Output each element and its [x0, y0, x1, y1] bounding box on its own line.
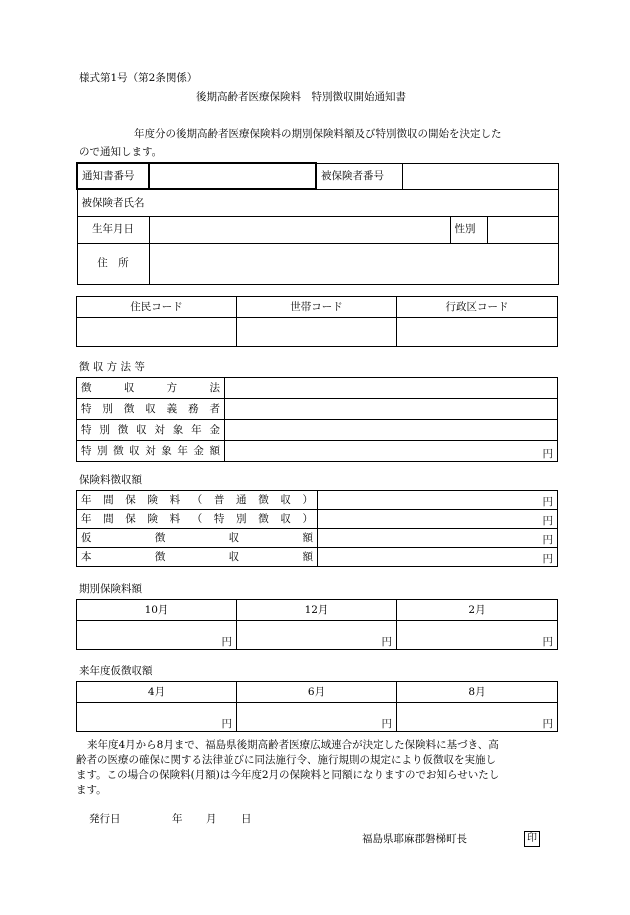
issue-date-label: 発行日	[89, 813, 121, 825]
main-collection-field[interactable]	[318, 548, 558, 567]
target-pension-field[interactable]	[225, 420, 558, 441]
issue-day-label: 日	[241, 813, 252, 825]
code-table	[76, 296, 558, 347]
birthdate-label: 生年月日	[77, 216, 149, 243]
issue-month-label: 月	[206, 813, 217, 825]
amount-jun-field[interactable]	[237, 703, 397, 732]
gender-field[interactable]	[487, 216, 558, 243]
target-pension-label: 特別徴収対象年金	[77, 420, 225, 441]
next-year-section-label: 来年度仮徴収額	[79, 665, 153, 677]
intro-line-2: ので通知します。	[79, 146, 163, 158]
annual-premium-special-label: 年間保険料（特別徴収）	[77, 510, 318, 529]
insured-name-row	[77, 189, 558, 216]
address-field[interactable]	[149, 243, 558, 284]
yen-unit: 円	[221, 635, 232, 648]
target-pension-amount-label: 特別徴収対象年金額	[77, 441, 225, 462]
gender-label: 性別	[450, 216, 487, 243]
notice-line-4: ます。	[76, 784, 107, 796]
yen-unit: 円	[542, 717, 553, 730]
premium-section-label: 保険料徴収額	[79, 474, 142, 486]
district-code-header: 行政区コード	[397, 297, 558, 318]
notice-line-1: 来年度4月から8月まで、福島県後期高齢者医療広域連合が決定した保険料に基づき、高	[87, 739, 499, 751]
resident-code-field[interactable]	[77, 318, 237, 347]
periodic-table	[76, 599, 558, 650]
month-header-dec: 12月	[237, 600, 397, 621]
month-header-jun: 6月	[237, 682, 397, 703]
amount-dec-field[interactable]	[237, 621, 397, 650]
collection-method-field[interactable]	[225, 378, 558, 399]
amount-oct-field[interactable]	[77, 621, 237, 650]
month-header-aug: 8月	[397, 682, 558, 703]
next-year-table	[76, 681, 558, 732]
notice-line-2: 齢者の医療の確保に関する法律並びに同法施行令、施行規則の規定により仮徴収を実施し	[76, 754, 496, 766]
month-header-feb: 2月	[397, 600, 558, 621]
seal-mark: 印	[524, 831, 540, 847]
collection-method-section-label: 徴 収 方 法 等	[79, 361, 145, 373]
amount-feb-field[interactable]	[397, 621, 558, 650]
main-collection-label: 本徴収額	[77, 548, 318, 567]
insured-number-label: 被保険者番号	[316, 163, 402, 189]
household-code-header: 世帯コード	[237, 297, 397, 318]
collection-method-table	[76, 377, 558, 462]
resident-code-header: 住民コード	[77, 297, 237, 318]
yen-unit: 円	[381, 635, 392, 648]
amount-aug-field[interactable]	[397, 703, 558, 732]
birthdate-field[interactable]	[149, 216, 450, 243]
page-title: 後期高齢者医療保険料 特別徴収開始通知書	[196, 91, 406, 103]
month-header-apr: 4月	[77, 682, 237, 703]
address-label: 住 所	[77, 243, 149, 284]
yen-unit: 円	[542, 635, 553, 648]
insured-name-label: 被保険者氏名	[81, 196, 145, 209]
annual-premium-regular-field[interactable]	[318, 491, 558, 510]
household-code-field[interactable]	[237, 318, 397, 347]
provisional-collection-label: 仮徴収額	[77, 529, 318, 548]
collection-method-label: 徴収方法	[77, 378, 225, 399]
yen-unit: 円	[542, 447, 553, 460]
district-code-field[interactable]	[397, 318, 558, 347]
yen-unit: 円	[542, 495, 553, 508]
annual-premium-regular-label: 年間保険料（普通徴収）	[77, 491, 318, 510]
issue-year-label: 年	[172, 813, 183, 825]
annual-premium-special-field[interactable]	[318, 510, 558, 529]
info-table	[76, 162, 559, 285]
premium-table	[76, 490, 558, 567]
special-collector-label: 特別徴収義務者	[77, 399, 225, 420]
notice-number-label: 通知書番号	[77, 163, 149, 189]
special-collector-field[interactable]	[225, 399, 558, 420]
yen-unit: 円	[542, 533, 553, 546]
provisional-collection-field[interactable]	[318, 529, 558, 548]
yen-unit: 円	[221, 717, 232, 730]
periodic-section-label: 期別保険料額	[79, 583, 142, 595]
intro-line-1: 年度分の後期高齢者医療保険料の期別保険料額及び特別徴収の開始を決定した	[134, 128, 502, 140]
yen-unit: 円	[381, 717, 392, 730]
yen-unit: 円	[542, 552, 553, 565]
month-header-oct: 10月	[77, 600, 237, 621]
insured-number-field[interactable]	[402, 163, 558, 189]
notice-number-field[interactable]	[149, 163, 316, 189]
form-number: 様式第1号（第2条関係）	[79, 72, 198, 84]
notice-line-3: ます。この場合の保険料(月額)は今年度2月の保険料と同額になりますのでお知らせいたし	[76, 769, 500, 781]
yen-unit: 円	[542, 514, 553, 527]
amount-apr-field[interactable]	[77, 703, 237, 732]
issuer-name: 福島県耶麻郡磐梯町長	[362, 833, 467, 845]
target-pension-amount-field[interactable]	[225, 441, 558, 462]
